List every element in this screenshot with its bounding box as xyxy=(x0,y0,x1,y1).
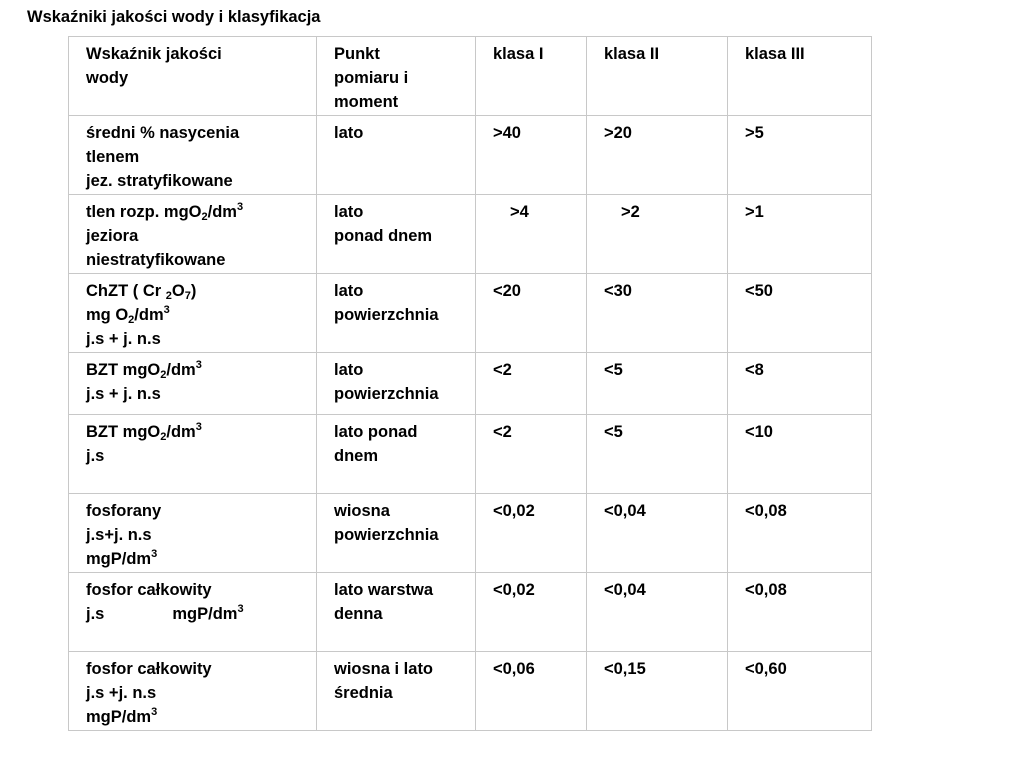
class-3-cell: <50 xyxy=(728,274,872,353)
page-title: Wskaźniki jakości wody i klasyfikacja xyxy=(27,8,321,26)
class-1-cell: <0,06 xyxy=(476,652,587,731)
measurement-point-cell: lato warstwa denna xyxy=(317,573,476,652)
table-row xyxy=(69,494,872,573)
class-2-cell: <0,04 xyxy=(587,494,728,573)
class-3-cell: >1 xyxy=(728,195,872,274)
indicator-cell: fosfor całkowity j.s +j. n.s mgP/$dm^3$ xyxy=(69,652,317,731)
table-header-row xyxy=(69,37,872,116)
table-row xyxy=(69,415,872,494)
indicator-cell: średni % nasycenia tlenem jez. stratyfikowane xyxy=(69,116,317,195)
table-row xyxy=(69,573,872,652)
class-2-cell: >2 xyxy=(587,195,728,274)
class-2-cell: <5 xyxy=(587,353,728,415)
class-2-cell: <0,15 xyxy=(587,652,728,731)
class-1-cell: <0,02 xyxy=(476,573,587,652)
class-3-cell: <0,08 xyxy=(728,494,872,573)
table-row xyxy=(69,116,872,195)
class-2-cell: >20 xyxy=(587,116,728,195)
class-1-cell: <2 xyxy=(476,353,587,415)
class-1-cell: >40 xyxy=(476,116,587,195)
class-2-cell: <5 xyxy=(587,415,728,494)
indicator-cell: BZT $mgO_2/dm^3$ j.s + j. n.s xyxy=(69,353,317,415)
class-1-cell: >4 xyxy=(476,195,587,274)
water-quality-table xyxy=(68,36,872,731)
header-class-2: klasa II xyxy=(587,37,728,116)
indicator-cell: fosfor całkowity j.s mgP/$dm^3$ xyxy=(69,573,317,652)
indicator-cell: BZT $mgO_2/dm^3$ j.s xyxy=(69,415,317,494)
measurement-point-cell: wiosna i lato średnia xyxy=(317,652,476,731)
measurement-point-cell: lato powierzchnia xyxy=(317,353,476,415)
measurement-point-cell: lato ponad dnem xyxy=(317,415,476,494)
header-measurement-point: Punkt pomiaru i moment xyxy=(317,37,476,116)
indicator-cell: fosforany j.s+j. n.s mgP/$dm^3$ xyxy=(69,494,317,573)
measurement-point-cell: wiosna powierzchnia xyxy=(317,494,476,573)
class-3-cell: <0,60 xyxy=(728,652,872,731)
class-3-cell: >5 xyxy=(728,116,872,195)
table-row xyxy=(69,353,872,415)
header-indicator: Wskaźnik jakości wody xyxy=(69,37,317,116)
header-class-1: klasa I xyxy=(476,37,587,116)
class-1-cell: <0,02 xyxy=(476,494,587,573)
table-row xyxy=(69,652,872,731)
measurement-point-cell: lato xyxy=(317,116,476,195)
indicator-cell: ChZT ( Cr $_2O_7$) mg $O_2/dm^3$ j.s + j. n.s xyxy=(69,274,317,353)
class-2-cell: <30 xyxy=(587,274,728,353)
header-class-3: klasa III xyxy=(728,37,872,116)
measurement-point-cell: lato powierzchnia xyxy=(317,274,476,353)
class-3-cell: <10 xyxy=(728,415,872,494)
class-3-cell: <8 xyxy=(728,353,872,415)
table-row xyxy=(69,274,872,353)
table-row xyxy=(69,195,872,274)
class-1-cell: <20 xyxy=(476,274,587,353)
indicator-cell: tlen rozp. $mgO_2/dm^3$ jeziora niestratyfikowane xyxy=(69,195,317,274)
class-2-cell: <0,04 xyxy=(587,573,728,652)
measurement-point-cell: lato ponad dnem xyxy=(317,195,476,274)
class-1-cell: <2 xyxy=(476,415,587,494)
class-3-cell: <0,08 xyxy=(728,573,872,652)
